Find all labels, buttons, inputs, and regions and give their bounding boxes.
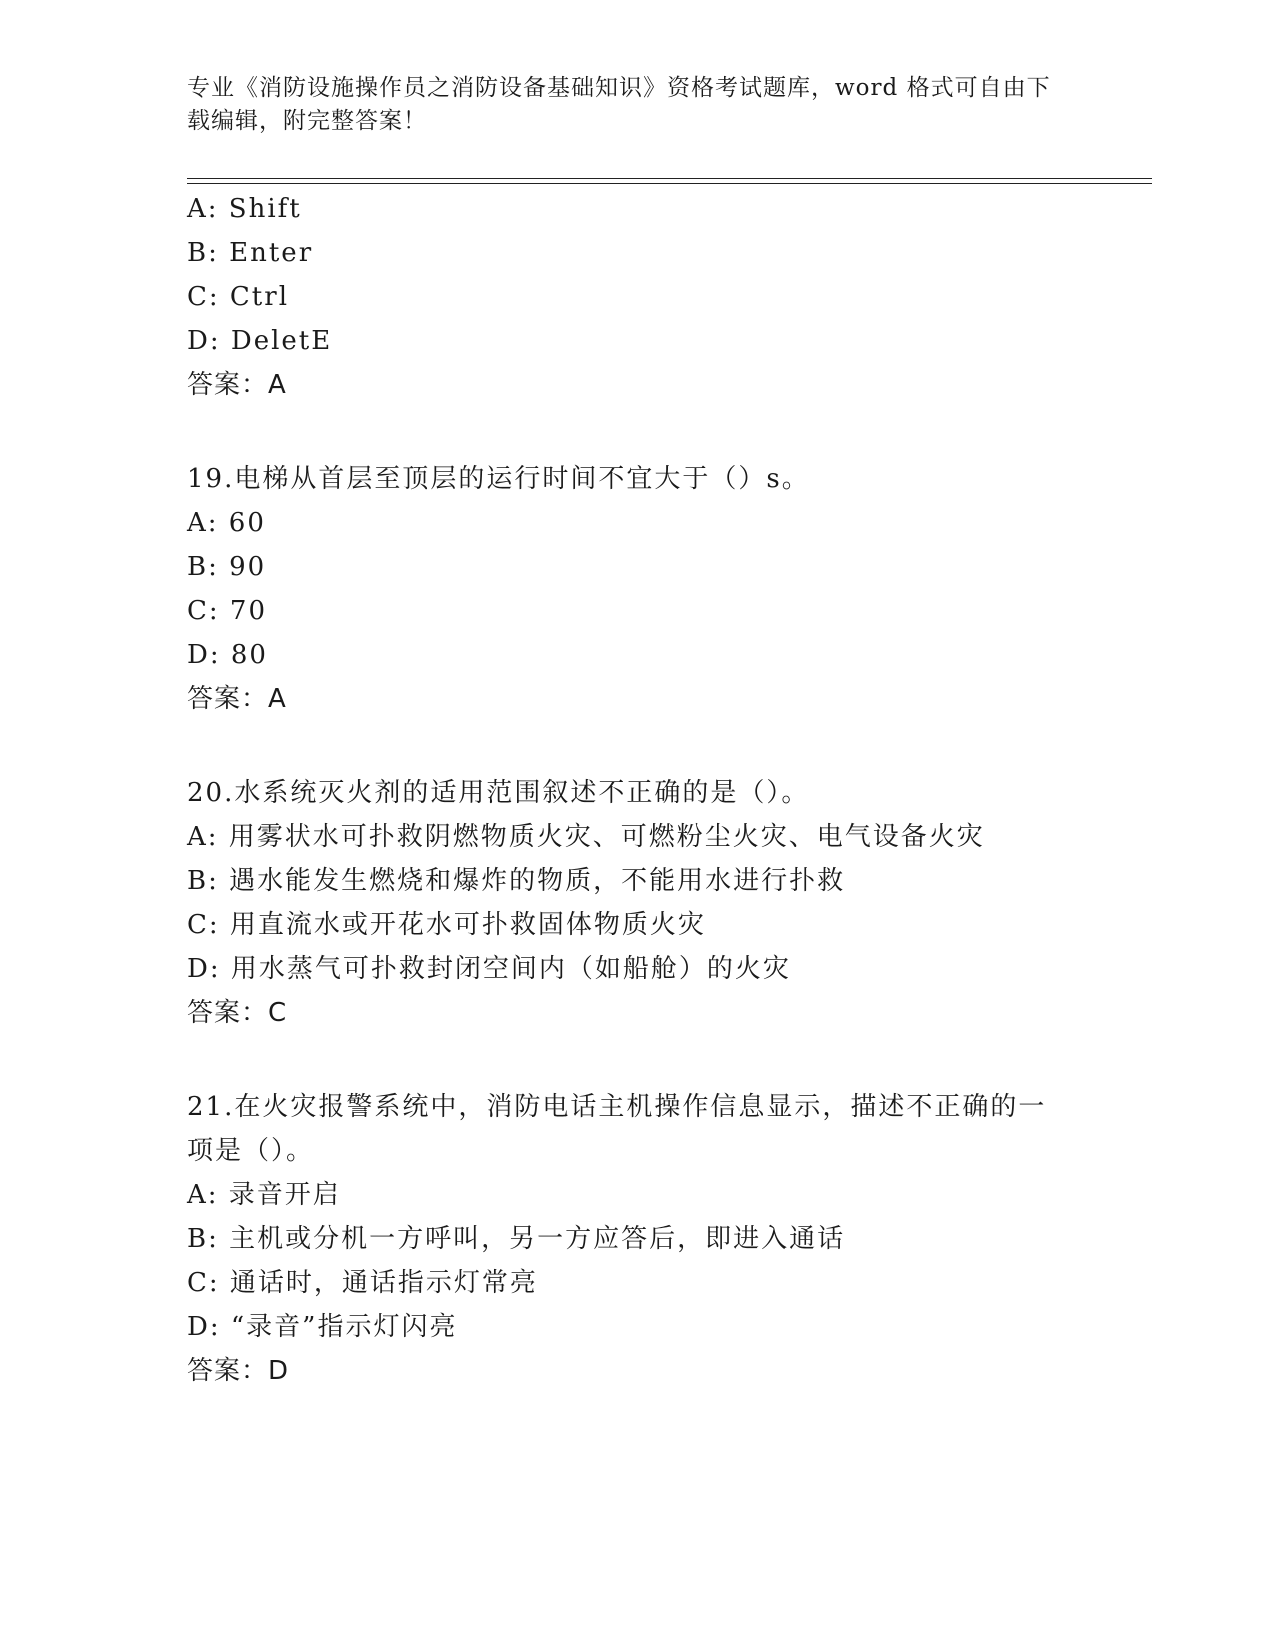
q21-question-line-1: 21.在火灾报警系统中，消防电话主机操作信息显示，描述不正确的一 xyxy=(187,1092,1047,1122)
q21-question-line-2: 项是（）。 xyxy=(187,1136,315,1166)
q19-option-b: B: 90 xyxy=(187,552,267,582)
q21-option-b: B: 主机或分机一方呼叫，另一方应答后，即进入通话 xyxy=(187,1224,846,1254)
q21-option-c: C: 通话时，通话指示灯常亮 xyxy=(187,1268,538,1298)
document-header xyxy=(187,72,1067,138)
q20-option-c: C: 用直流水或开花水可扑救固体物质火灾 xyxy=(187,910,706,940)
header-line-1: 专业《消防设施操作员之消防设备基础知识》资格考试题库，word 格式可自由下 xyxy=(187,75,1051,101)
q20-option-d: D: 用水蒸气可扑救封闭空间内（如船舱）的火灾 xyxy=(187,954,791,984)
q18-option-a: A: Shift xyxy=(187,194,302,224)
q19-option-c: C: 70 xyxy=(187,596,268,626)
q20-option-a: A: 用雾状水可扑救阴燃物质火灾、可燃粉尘火灾、电气设备火灾 xyxy=(187,822,985,852)
q19-option-d: D: 80 xyxy=(187,640,268,670)
header-divider-bottom xyxy=(187,183,1152,184)
q19-answer: 答案：A xyxy=(187,684,287,714)
q20-question: 20.水系统灭火剂的适用范围叙述不正确的是（）。 xyxy=(187,778,810,808)
q18-option-d: D: DeletE xyxy=(187,326,333,356)
q21-option-d: D: “录音”指示灯闪亮 xyxy=(187,1312,458,1342)
q19-question: 19.电梯从首层至顶层的运行时间不宜大于（）s。 xyxy=(187,464,810,494)
q18-answer: 答案：A xyxy=(187,370,287,400)
header-line-2: 载编辑，附完整答案！ xyxy=(187,108,427,134)
q18-option-b: B: Enter xyxy=(187,238,314,268)
q19-option-a: A: 60 xyxy=(187,508,266,538)
q21-option-a: A: 录音开启 xyxy=(187,1180,341,1210)
q21-answer: 答案：D xyxy=(187,1356,290,1386)
q20-answer: 答案：C xyxy=(187,998,288,1028)
header-divider-top xyxy=(187,178,1152,179)
q20-option-b: B: 遇水能发生燃烧和爆炸的物质，不能用水进行扑救 xyxy=(187,866,846,896)
q18-option-c: C: Ctrl xyxy=(187,282,290,312)
